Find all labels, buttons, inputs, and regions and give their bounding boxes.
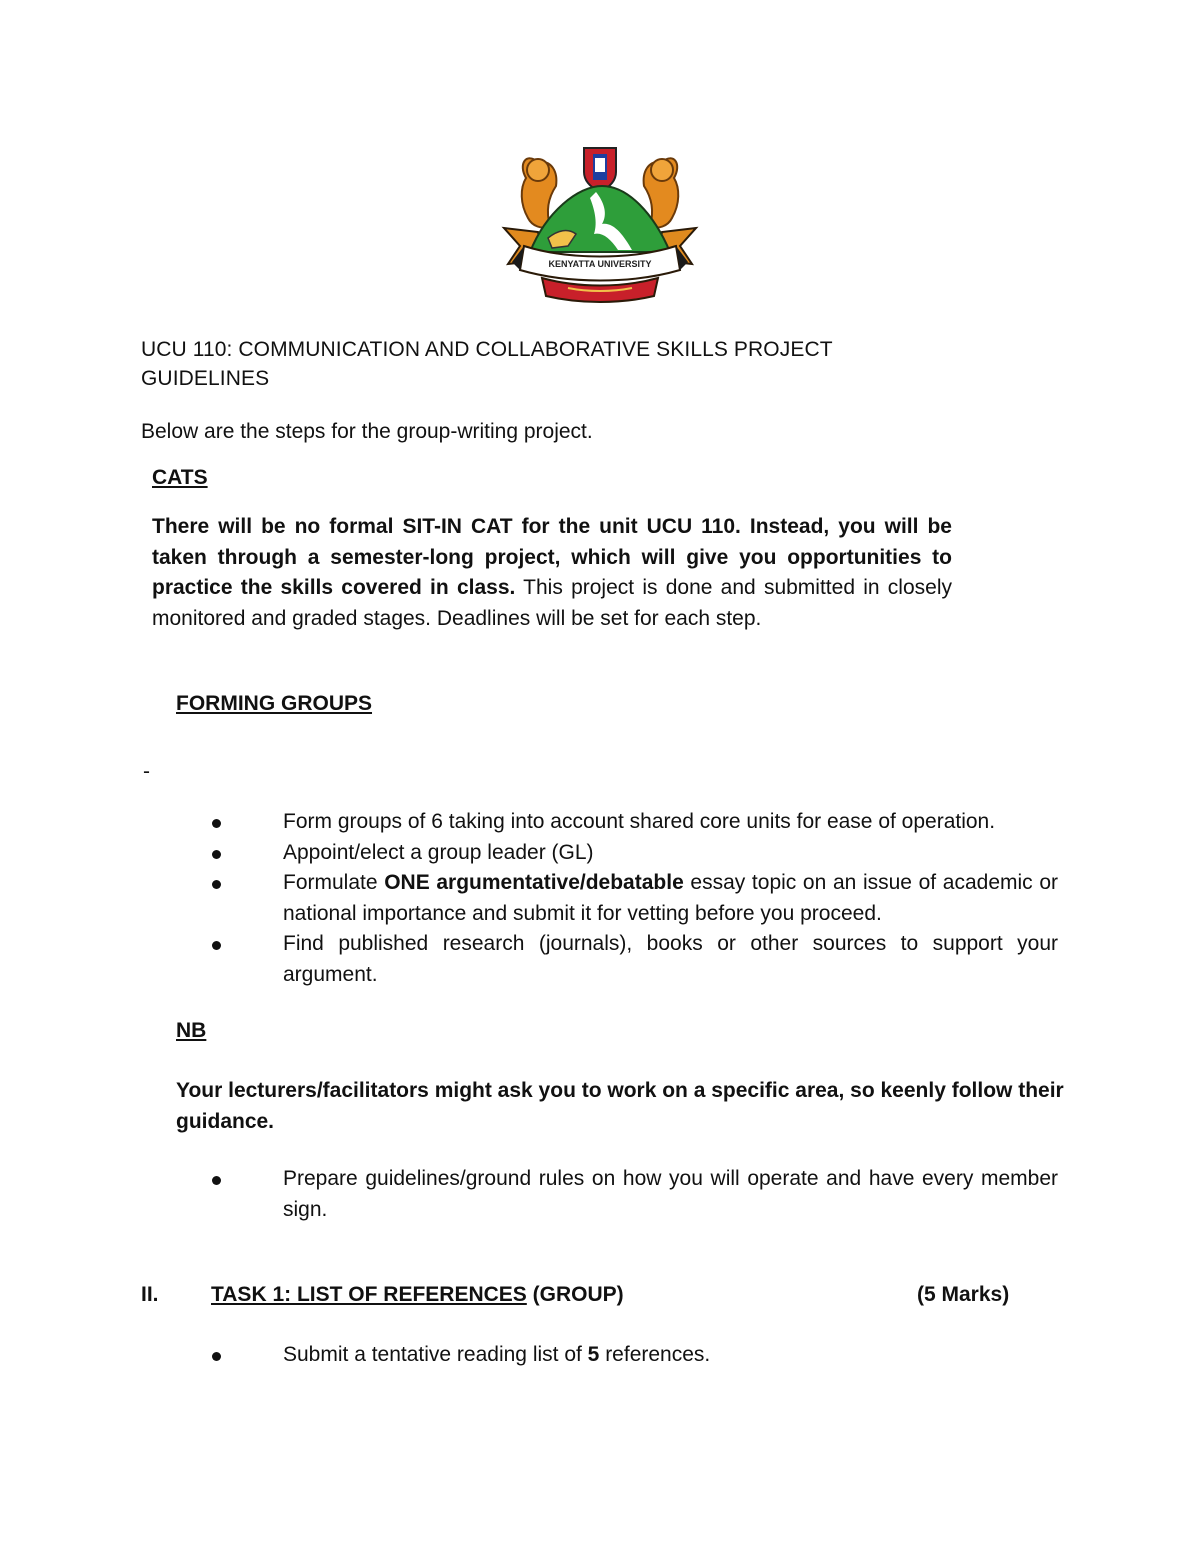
cats-heading: CATS: [152, 466, 208, 489]
bullet-icon: [212, 819, 221, 828]
task-title: [211, 1283, 624, 1307]
forming-groups-list: [212, 807, 1058, 990]
bullet-icon: [212, 850, 221, 859]
task1-list: [212, 1340, 1058, 1371]
task-title-rest: (GROUP): [526, 1283, 624, 1306]
task-number: II.: [141, 1283, 159, 1306]
nb-paragraph: Your lecturers/facilitators might ask you to work on a specific area, so keenly follow their guidance.: [176, 1079, 1064, 1133]
list-item: Appoint/elect a group leader (GL): [212, 838, 1058, 869]
kenyatta-university-logo: [498, 142, 702, 304]
task-title-underlined: TASK 1: LIST OF REFERENCES: [211, 1283, 527, 1306]
forming-groups-heading: FORMING GROUPS: [176, 692, 373, 715]
cats-paragraph: [152, 512, 952, 634]
list-item: Formulate ONE argumentative/debatable essay topic on an issue of academic or national importance and submit it for vetting before you proceed.: [212, 868, 1058, 929]
nb-heading: NB: [176, 1019, 207, 1042]
document-title: UCU 110: COMMUNICATION AND COLLABORATIVE SKILLS PROJECT GUIDELINES: [141, 338, 833, 390]
bullet-icon: [212, 941, 221, 950]
dash-mark: -: [143, 760, 150, 783]
bullet-icon: [212, 1352, 221, 1361]
list-item: Submit a tentative reading list of 5 references.: [212, 1340, 1058, 1371]
list-item: Find published research (journals), books or other sources to support your argument.: [212, 929, 1058, 990]
guidelines-list: [212, 1164, 1058, 1225]
list-item: Form groups of 6 taking into account shared core units for ease of operation.: [212, 807, 1058, 838]
task-marks: (5 Marks): [917, 1283, 1010, 1306]
intro-text: Below are the steps for the group-writing project.: [141, 420, 593, 443]
bullet-icon: [212, 880, 221, 889]
list-item: Prepare guidelines/ground rules on how you will operate and have every member sign.: [212, 1164, 1058, 1225]
cats-regular-text: This project is done and submitted in closely monitored and graded stages. Deadlines will be set for each step.: [152, 576, 952, 630]
logo-ribbon-text: KENYATTA UNIVERSITY: [548, 259, 652, 269]
cats-bold-text: There will be no formal SIT-IN CAT for the unit UCU 110. Instead, you will be taken through a semester-long project, which will give you opportunities to practice the skills covered in class.: [152, 515, 952, 599]
bullet-icon: [212, 1176, 221, 1185]
